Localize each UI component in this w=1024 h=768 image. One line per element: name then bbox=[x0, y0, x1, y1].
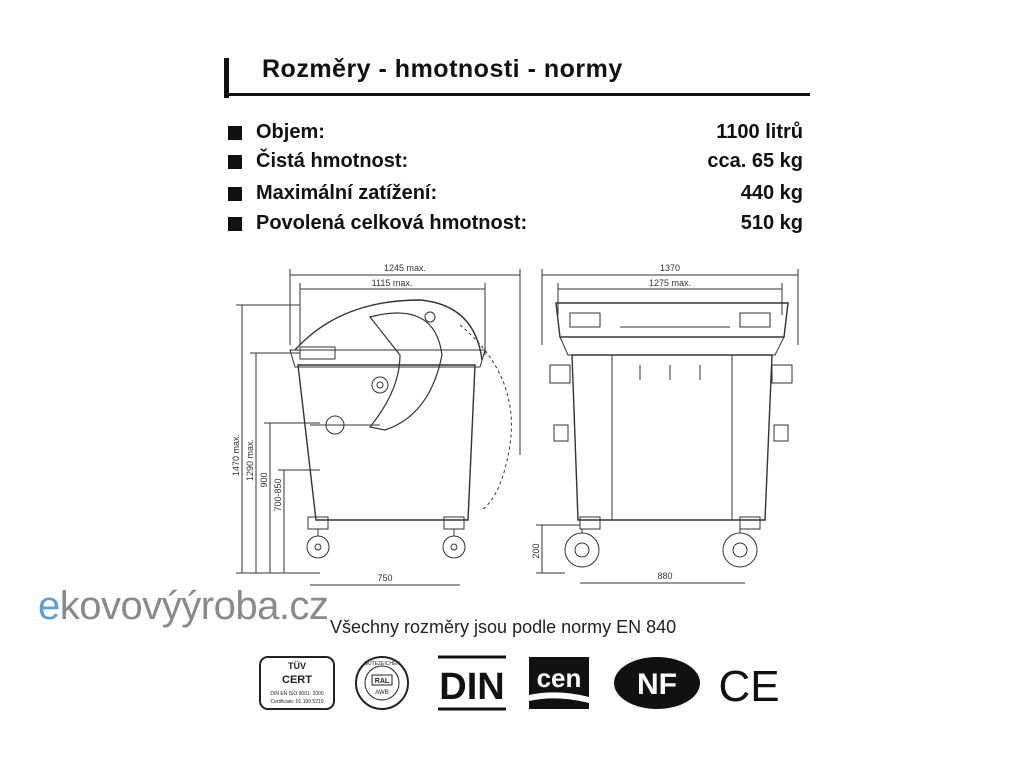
watermark-logo bbox=[38, 584, 328, 629]
spec-row-net-weight bbox=[228, 150, 803, 180]
spec-label: Povolená celková hmotnost: bbox=[256, 212, 528, 234]
container-front-lid bbox=[556, 303, 788, 337]
dim-label-side-width: 1115 max. bbox=[371, 278, 413, 288]
ral-ring-text: GÜTEZEICHEN bbox=[364, 661, 400, 667]
tuv-top-text: TÜV bbox=[288, 661, 306, 671]
wheel-icon bbox=[723, 533, 757, 567]
title-underline bbox=[224, 93, 810, 96]
title-bar-decoration bbox=[224, 58, 229, 98]
nf-logo bbox=[612, 655, 702, 711]
container-front-body bbox=[572, 355, 772, 520]
spec-value: 510 kg bbox=[740, 212, 803, 234]
dim-label-wheel-base: 880 bbox=[657, 571, 673, 581]
tuv-cert-text: CERT bbox=[282, 674, 312, 686]
dim-label-base-width: 750 bbox=[377, 573, 393, 583]
wheel-icon bbox=[565, 533, 599, 567]
spec-label: Objem: bbox=[256, 121, 325, 143]
spec-row-max-load bbox=[228, 182, 803, 212]
bullet-square-icon bbox=[228, 187, 242, 201]
dim-label-front-inner: 1275 max. bbox=[648, 278, 692, 288]
watermark-part: .cz bbox=[278, 584, 329, 628]
watermark-part: e bbox=[38, 584, 60, 628]
cen-text: cen bbox=[536, 663, 582, 693]
dim-label-height-lid: 1290 max. bbox=[245, 438, 255, 482]
spec-value: 1100 litrů bbox=[716, 121, 803, 143]
ral-center-text: RAL bbox=[374, 678, 390, 685]
container-side-body bbox=[298, 365, 475, 520]
bullet-square-icon bbox=[228, 126, 242, 140]
bullet-square-icon bbox=[228, 217, 242, 231]
container-lid-lever bbox=[370, 313, 442, 430]
spec-label: Čistá hmotnost: bbox=[256, 150, 409, 172]
spec-row-total-weight bbox=[228, 212, 803, 242]
din-logo bbox=[436, 655, 508, 711]
dim-label-height-range: 700-850 bbox=[273, 478, 283, 512]
dim-label-height-max: 1470 max. bbox=[231, 433, 241, 477]
wheel-icon bbox=[443, 536, 465, 558]
spec-row-volume bbox=[228, 121, 803, 151]
container-side-lid bbox=[295, 300, 482, 360]
wheel-icon bbox=[307, 536, 329, 558]
spec-value: 440 kg bbox=[740, 182, 803, 204]
cen-logo bbox=[527, 655, 591, 711]
watermark-part: kovový bbox=[59, 584, 182, 628]
nf-text: NF bbox=[637, 668, 677, 701]
container-technical-drawing bbox=[220, 255, 810, 595]
tuv-cert-logo bbox=[258, 655, 336, 711]
spec-label: Maximální zatížení: bbox=[256, 182, 438, 204]
ral-sub-text: AWB bbox=[375, 690, 389, 696]
tuv-line-2: Certificate: 01 100 5210 bbox=[270, 699, 324, 705]
watermark-part: ýroba bbox=[181, 584, 279, 628]
tuv-line-1: DIN EN ISO 9001: 2000 bbox=[270, 691, 324, 697]
bullet-square-icon bbox=[228, 155, 242, 169]
norm-note: Všechny rozměry jsou podle normy EN 840 bbox=[330, 617, 677, 637]
spec-value: cca. 65 kg bbox=[707, 150, 803, 172]
ce-text: CE bbox=[718, 662, 780, 711]
dim-label-front-width: 1370 bbox=[659, 263, 681, 273]
dim-label-height-900: 900 bbox=[259, 472, 269, 488]
dim-label-wheel-height: 200 bbox=[531, 543, 541, 559]
dim-label-side-width-max: 1245 max. bbox=[383, 263, 427, 273]
page-title: Rozměry - hmotnosti - normy bbox=[262, 55, 623, 83]
din-text: DIN bbox=[439, 666, 505, 708]
ce-mark-logo bbox=[716, 655, 782, 711]
ral-seal-logo bbox=[352, 655, 412, 711]
